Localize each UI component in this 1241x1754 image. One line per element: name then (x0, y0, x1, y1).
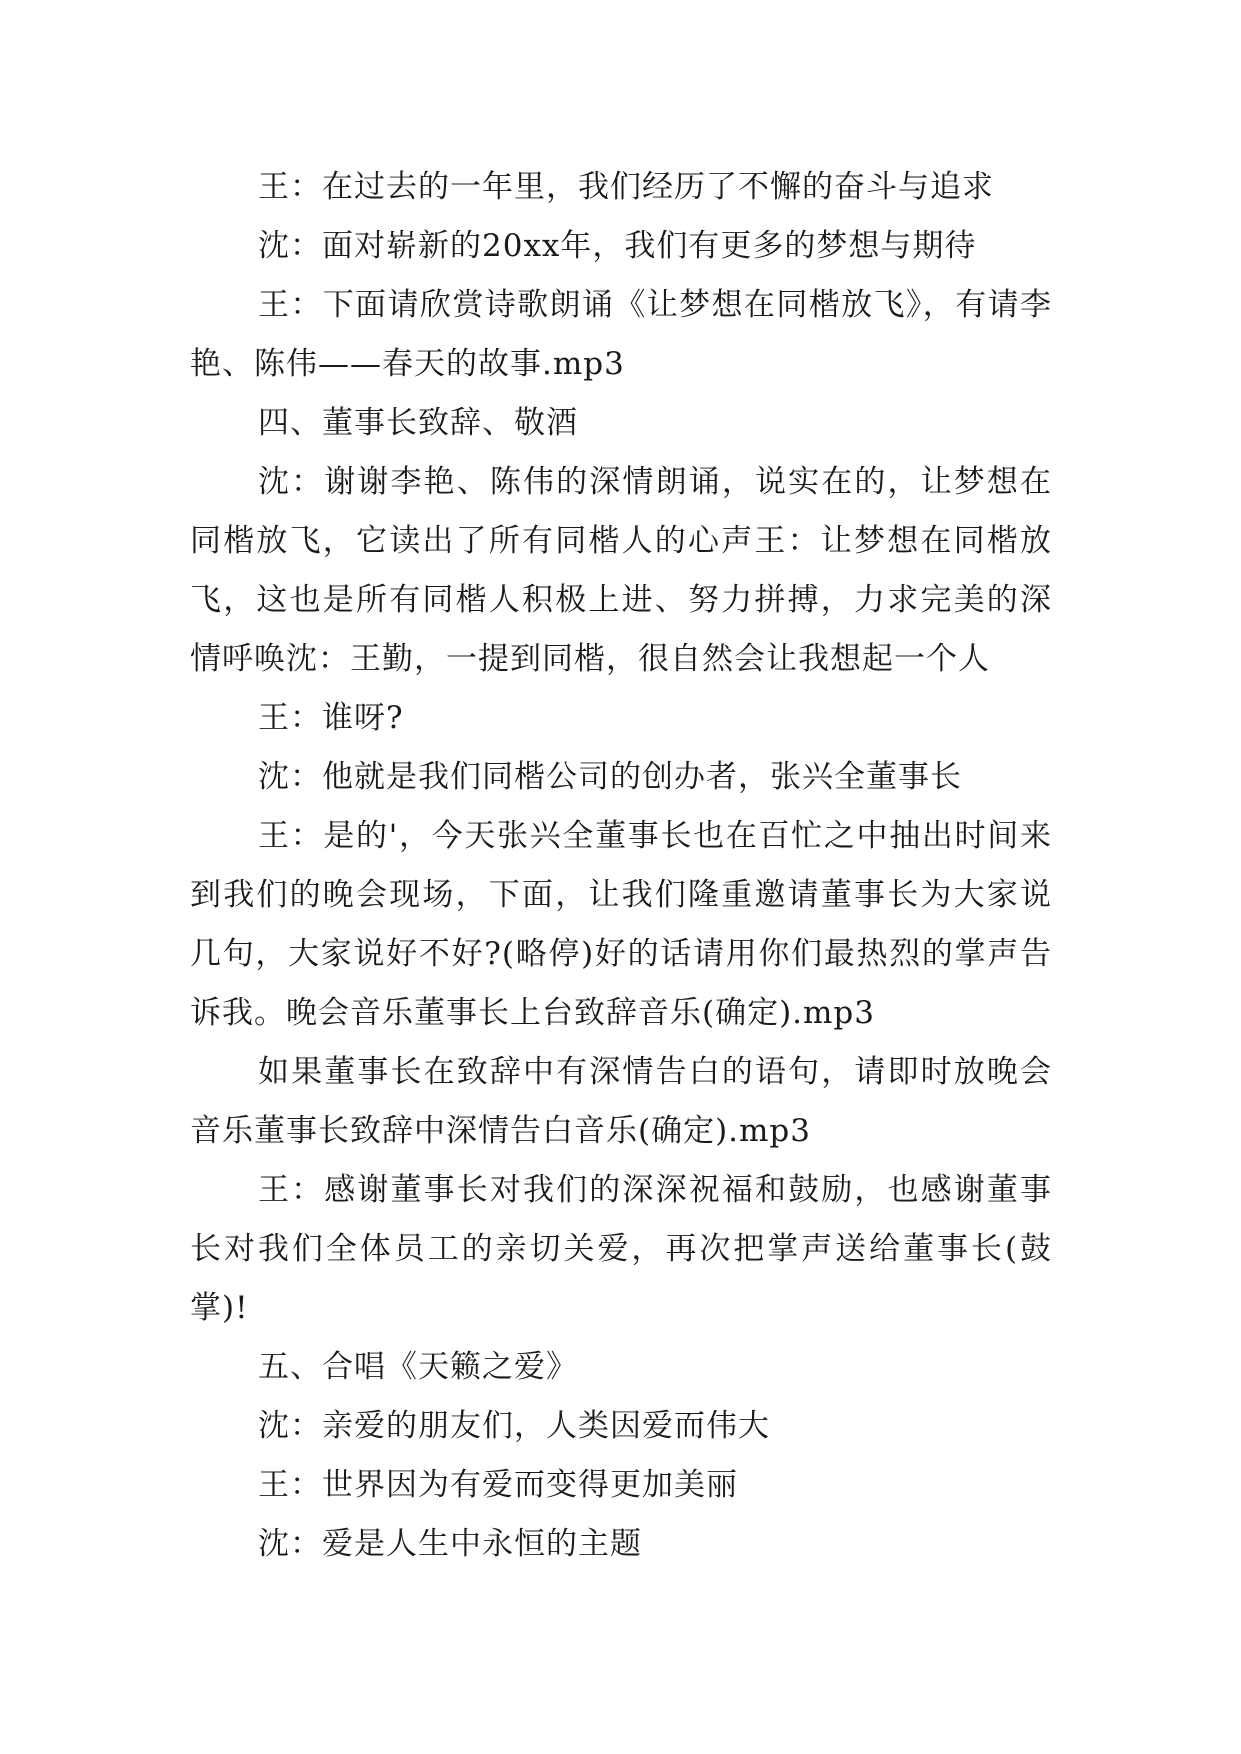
paragraph: 王：感谢董事长对我们的深深祝福和鼓励，也感谢董事长对我们全体员工的亲切关爱，再次把掌声送给董事长(鼓掌)! (190, 1172, 1052, 1326)
paragraph: 王：世界因为有爱而变得更加美丽 (258, 1467, 738, 1503)
paragraph: 王：下面请欣赏诗歌朗诵《让梦想在同楷放飞》，有请李艳、陈伟——春天的故事.mp3 (190, 287, 1052, 382)
paragraph: 沈：亲爱的朋友们，人类因爱而伟大 (258, 1408, 770, 1444)
section-heading: 四、董事长致辞、敬酒 (258, 405, 578, 441)
paragraph: 王：在过去的一年里，我们经历了不懈的奋斗与追求 (258, 169, 994, 205)
paragraph: 沈：他就是我们同楷公司的创办者，张兴全董事长 (258, 759, 962, 795)
paragraph: 如果董事长在致辞中有深情告白的语句，请即时放晚会音乐董事长致辞中深情告白音乐(确定).mp3 (190, 1054, 1052, 1149)
paragraph: 沈：谢谢李艳、陈伟的深情朗诵，说实在的，让梦想在同楷放飞，它读出了所有同楷人的心声王：让梦想在同楷放飞，这也是所有同楷人积极上进、努力拼搏，力求完美的深情呼唤沈：王勤，一提到同楷，很自然会让我想起一个人 (190, 464, 1052, 677)
document-body (190, 158, 1052, 1574)
paragraph: 王：谁呀? (258, 700, 404, 736)
paragraph: 沈：爱是人生中永恒的主题 (258, 1526, 642, 1562)
paragraph: 沈：面对崭新的20xx年，我们有更多的梦想与期待 (258, 228, 977, 264)
paragraph: 王：是的'，今天张兴全董事长也在百忙之中抽出时间来到我们的晚会现场，下面，让我们隆重邀请董事长为大家说几句，大家说好不好?(略停)好的话请用你们最热烈的掌声告诉我。晚会音乐董事长上台致辞音乐(确定).mp3 (190, 818, 1052, 1031)
section-heading: 五、合唱《天籁之爱》 (258, 1349, 578, 1385)
